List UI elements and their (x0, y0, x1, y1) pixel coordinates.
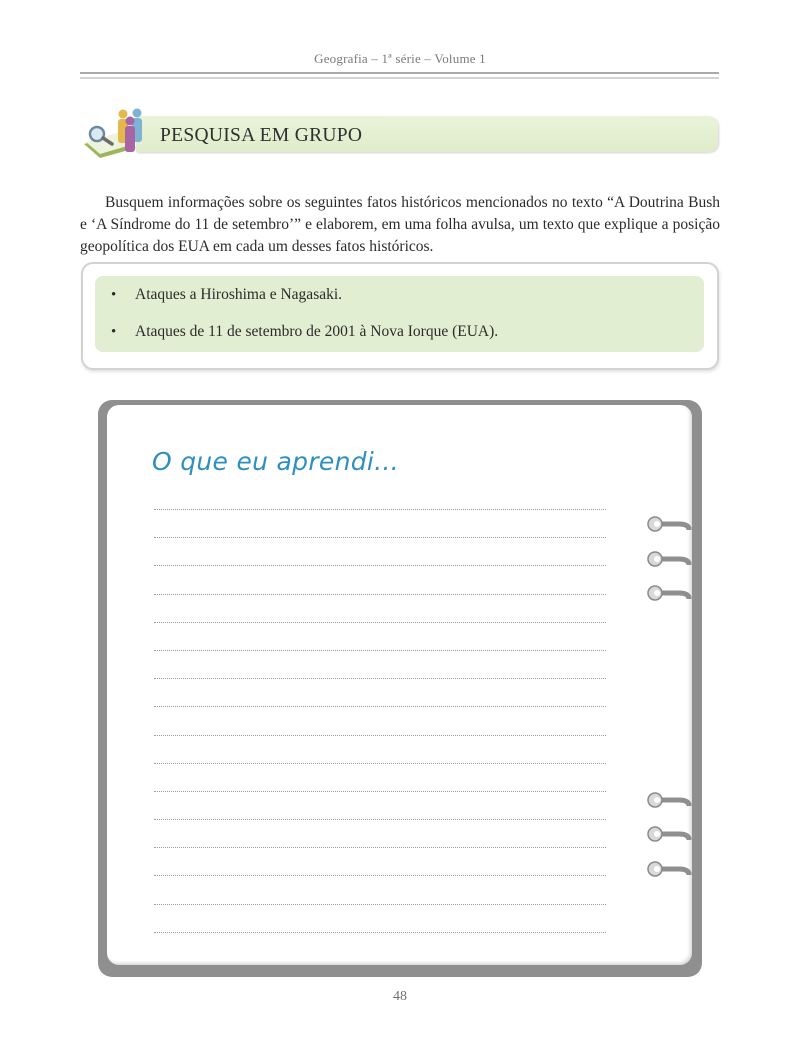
notebook-rings (645, 0, 705, 1039)
notebook-ring-icon (648, 517, 689, 531)
writing-line[interactable] (154, 791, 606, 792)
writing-line[interactable] (154, 509, 606, 510)
notebook-ring-icon (648, 552, 689, 566)
header-rule (80, 72, 719, 74)
bullet-list (111, 285, 498, 359)
writing-line[interactable] (154, 847, 606, 848)
notebook-ring-icon (648, 827, 689, 841)
group-research-icon (80, 104, 160, 162)
writing-line[interactable] (154, 650, 606, 651)
writing-line[interactable] (154, 819, 606, 820)
writing-line[interactable] (154, 594, 606, 595)
writing-line[interactable] (154, 537, 606, 538)
writing-line[interactable] (154, 932, 606, 933)
notebook-title: O que eu aprendi... (152, 447, 399, 476)
notebook-ring-icon (648, 862, 689, 876)
header-rule-secondary (80, 77, 719, 79)
writing-line[interactable] (154, 622, 606, 623)
writing-line[interactable] (154, 706, 606, 707)
notebook-ring-icon (648, 586, 689, 600)
writing-line[interactable] (154, 678, 606, 679)
running-header: Geografia – 1ª série – Volume 1 (314, 51, 486, 66)
writing-line[interactable] (154, 875, 606, 876)
writing-line[interactable] (154, 763, 606, 764)
writing-line[interactable] (154, 904, 606, 905)
bullet-item: • Ataques de 11 de setembro de 2001 à Nova Iorque (EUA). (111, 322, 498, 342)
writing-line[interactable] (154, 565, 606, 566)
page-number: 48 (393, 989, 407, 1004)
intro-paragraph: Busquem informações sobre os seguintes fatos históricos mencionados no texto “A Doutrina Bush e ‘A Síndrome do 11 de setembro’” e elaborem, em uma folha avulsa, um texto que explique a posição geopolítica dos EUA em cada um desses fatos históricos. (80, 193, 720, 255)
bullet-item: • Ataques a Hiroshima e Nagasaki. (111, 285, 498, 305)
notebook-lines (154, 509, 606, 960)
writing-line[interactable] (154, 735, 606, 736)
notebook-ring-icon (648, 793, 689, 807)
section-title: PESQUISA EM GRUPO (160, 125, 363, 146)
